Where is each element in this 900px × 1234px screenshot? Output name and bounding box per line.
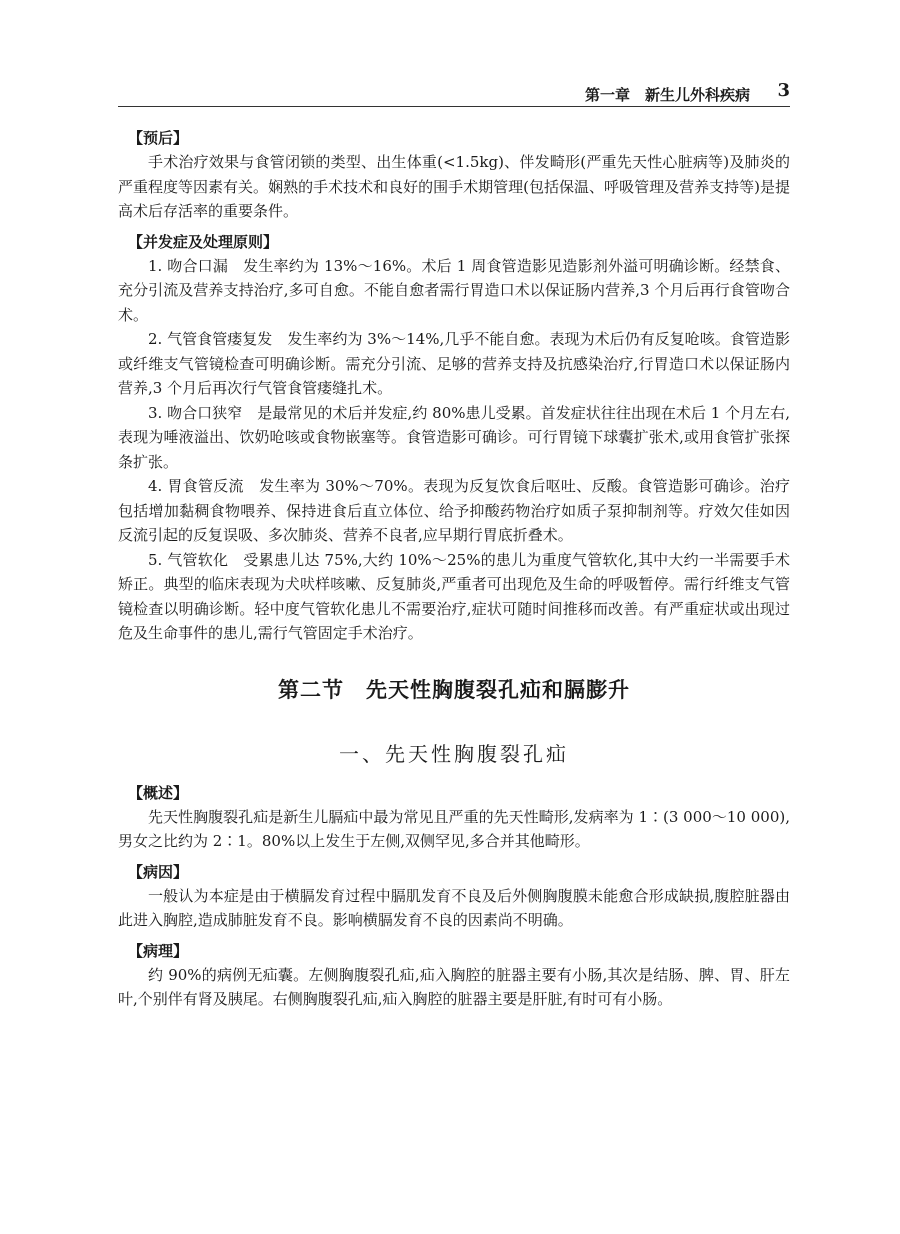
complication-item-3: 3. 吻合口狭窄 是最常见的术后并发症,约 80%患儿受累。首发症状往往出现在术后 1 个月左右,表现为唾液溢出、饮奶呛咳或食物嵌塞等。食管造影可确诊。可行胃镜下球囊扩张术,或用食管扩张探条扩张。 — [118, 403, 790, 471]
paragraph-etiology: 一般认为本症是由于横膈发育过程中膈肌发育不良及后外侧胸腹膜未能愈合形成缺损,腹腔脏器由此进入胸腔,造成肺脏发育不良。影响横膈发育不良的因素尚不明确。 — [118, 886, 790, 929]
complication-item-2: 2. 气管食管瘘复发 发生率约为 3%～14%,几乎不能自愈。表现为术后仍有反复呛咳。食管造影或纤维支气管镜检查可明确诊断。需充分引流、足够的营养支持及抗感染治疗,行胃造口术以保证肠内营养,3 个月后再次行气管食管瘘缝扎术。 — [118, 330, 790, 397]
heading-complications: 【并发症及处理原则】 — [128, 232, 279, 251]
heading-overview: 【概述】 — [128, 783, 189, 802]
subsection-title: 一、先天性胸腹裂孔疝 — [339, 741, 569, 766]
running-header — [118, 80, 790, 107]
heading-pathology: 【病理】 — [128, 941, 189, 960]
heading-prognosis: 【预后】 — [128, 129, 189, 147]
paragraph-overview: 先天性胸腹裂孔疝是新生儿膈疝中最为常见且严重的先天性畸形,发病率为 1∶(3 000～10 000),男女之比约为 2∶1。80%以上发生于左侧,双侧罕见,多合并其他畸形。 — [118, 807, 790, 850]
chapter-title: 第一章 新生儿外科疾病 — [584, 86, 750, 104]
page-number: 3 — [777, 80, 790, 101]
section-title: 第二节 先天性胸腹裂孔疝和膈膨升 — [278, 677, 630, 702]
heading-etiology: 【病因】 — [128, 862, 189, 881]
paragraph-prognosis: 手术治疗效果与食管闭锁的类型、出生体重(<1.5kg)、伴发畸形(严重先天性心脏病等)及肺炎的严重程度等因素有关。娴熟的手术技术和良好的围手术期管理(包括保温、呼吸管理及营养支持等)是提高术后存活率的重要条件。 — [118, 153, 790, 220]
complication-item-4: 4. 胃食管反流 发生率为 30%～70%。表现为反复饮食后呕吐、反酸。食管造影可确诊。治疗包括增加黏稠食物喂养、保持进食后直立体位、给予抑酸药物治疗如质子泵抑制剂等。疗效欠佳如因反流引起的反复误吸、多次肺炎、营养不良者,应早期行胃底折叠术。 — [118, 477, 790, 544]
paragraph-pathology: 约 90%的病例无疝囊。左侧胸腹裂孔疝,疝入胸腔的脏器主要有小肠,其次是结肠、脾、胃、肝左叶,个别伴有肾及胰尾。右侧胸腹裂孔疝,疝入胸腔的脏器主要是肝脏,有时可有小肠。 — [118, 965, 790, 1008]
complication-item-5: 5. 气管软化 受累患儿达 75%,大约 10%～25%的患儿为重度气管软化,其中大约一半需要手术矫正。典型的临床表现为犬吠样咳嗽、反复肺炎,严重者可出现危及生命的呼吸暂停。需行纤维支气管镜检查以明确诊断。轻中度气管软化患儿不需要治疗,症状可随时间推移而改善。有严重症状或出现过危及生命事件的患儿,需行气管固定手术治疗。 — [118, 550, 790, 642]
page-body — [118, 120, 790, 1012]
complication-item-1: 1. 吻合口漏 发生率约为 13%～16%。术后 1 周食管造影见造影剂外溢可明确诊断。经禁食、充分引流及营养支持治疗,多可自愈。不能自愈者需行胃造口术以保证肠内营养,3 个月后再行食管吻合术。 — [118, 256, 790, 324]
